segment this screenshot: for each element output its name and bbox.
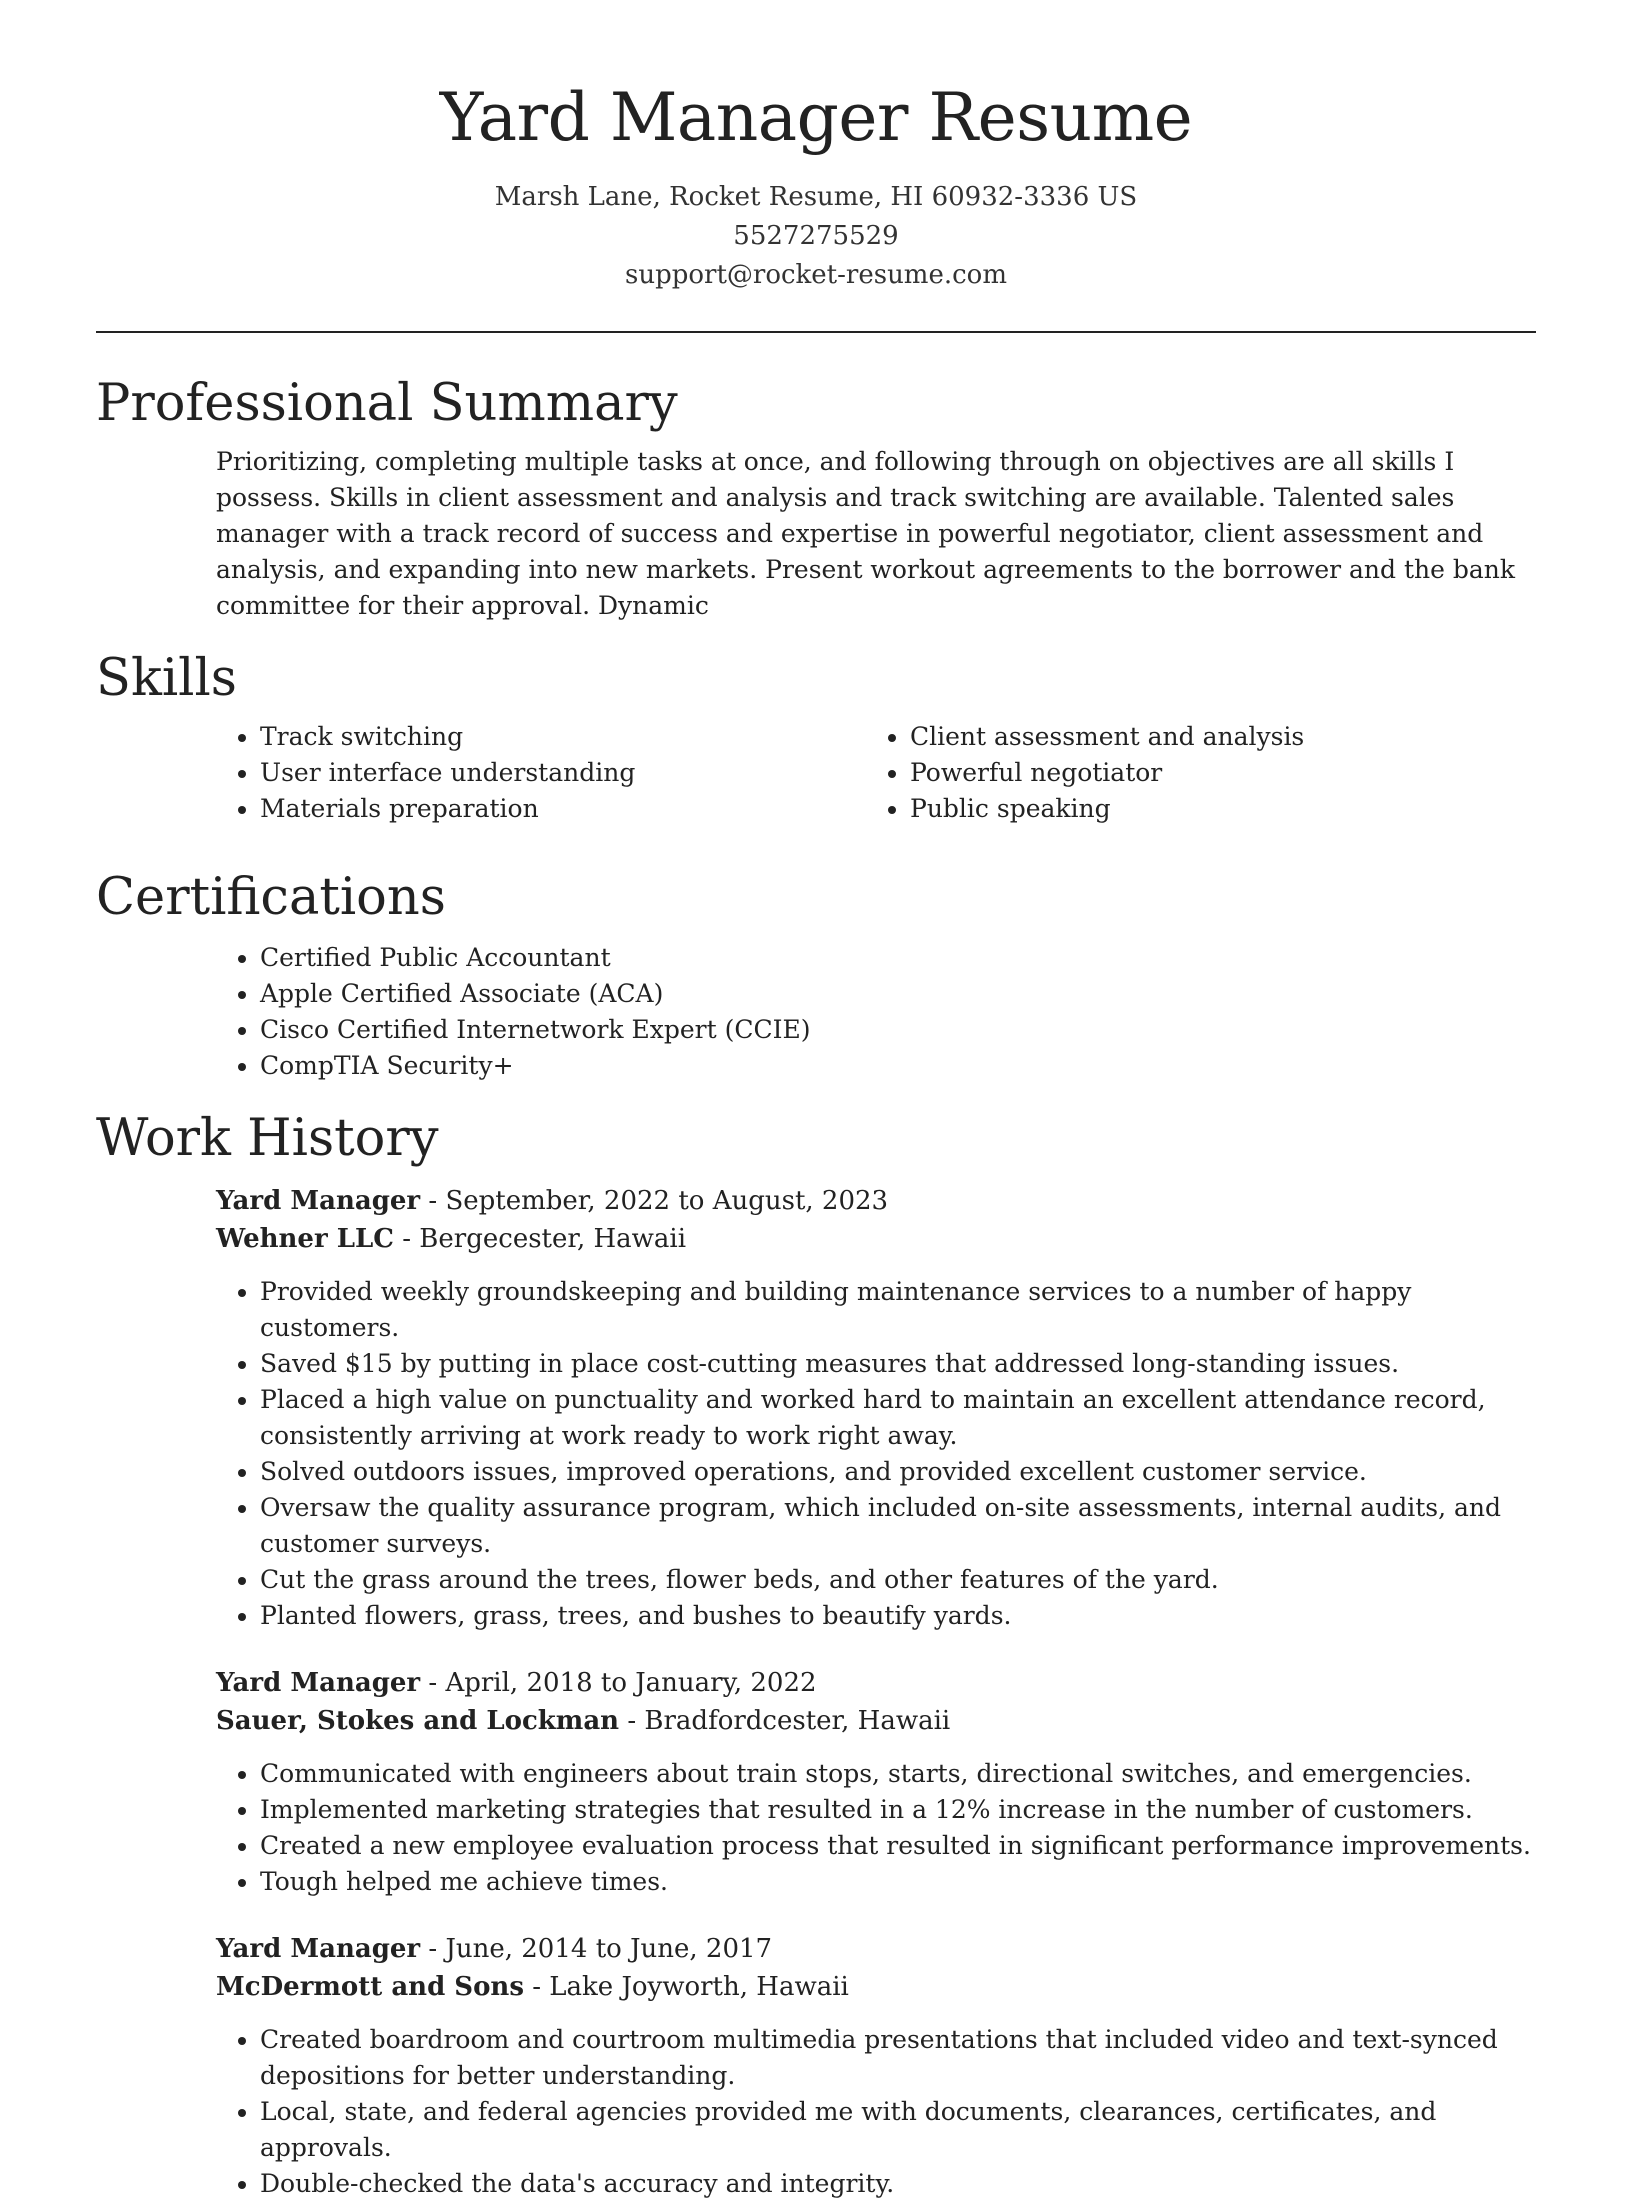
list-item: • Client assessment and analysis: [910, 719, 1516, 755]
job-title-line: [216, 1664, 1536, 1702]
certifications-section: [96, 867, 1536, 1084]
job-location: - Lake Joyworth, Hawaii: [523, 1971, 849, 2002]
list-item: • Solved outdoors issues, improved operations, and provided excellent customer service.: [260, 1454, 1536, 1490]
job-bullets: [216, 1274, 1536, 1634]
job-company-line: [216, 1702, 1536, 1740]
summary-section: [96, 373, 1536, 624]
contact-phone: 5527275529: [733, 220, 899, 251]
job-entry: [96, 1182, 1536, 1634]
list-item: • Local, state, and federal agencies provided me with documents, clearances, certificates, and approvals.: [260, 2094, 1536, 2166]
list-item: • Cisco Certified Internetwork Expert (CCIE): [260, 1012, 1536, 1048]
list-item: • Powerful negotiator: [910, 755, 1516, 791]
certifications-heading: Certifications: [96, 868, 446, 928]
job-location: - Bergecester, Hawaii: [393, 1223, 687, 1254]
job-bullets: [216, 1756, 1536, 1900]
job-location: - Bradfordcester, Hawaii: [619, 1705, 951, 1736]
skills-column-left: [216, 719, 866, 827]
list-item: • Created boardroom and courtroom multimedia presentations that included video and text-synced depositions for better understanding.: [260, 2022, 1536, 2094]
job-title-line: [216, 1930, 1536, 1968]
job-dates: - June, 2014 to June, 2017: [420, 1933, 773, 1964]
job-company-line: [216, 1968, 1536, 2006]
job-entry: [96, 1930, 1536, 2202]
list-item: • Placed a high value on punctuality and worked hard to maintain an excellent attendance record, consistently arriving at work ready to work right away.: [260, 1382, 1536, 1454]
list-item: • Saved $15 by putting in place cost-cutting measures that addressed long-standing issues.: [260, 1346, 1536, 1382]
summary-heading: Professional Summary: [96, 373, 678, 433]
job-dates: - April, 2018 to January, 2022: [420, 1667, 817, 1698]
contact-info: [96, 178, 1536, 295]
job-role: Yard Manager: [216, 1933, 421, 1964]
contact-address: Marsh Lane, Rocket Resume, HI 60932-3336 US: [494, 181, 1138, 212]
skills-section: [96, 648, 1536, 827]
contact-email: support@rocket-resume.com: [624, 259, 1007, 290]
job-role: Yard Manager: [216, 1185, 421, 1216]
list-item: • Implemented marketing strategies that resulted in a 12% increase in the number of customers.: [260, 1792, 1536, 1828]
work-history-heading: Work History: [96, 1109, 439, 1169]
list-item: • Double-checked the data's accuracy and integrity.: [260, 2166, 1536, 2202]
list-item: • Track switching: [260, 719, 866, 755]
job-company: Sauer, Stokes and Lockman: [216, 1705, 620, 1736]
skills-heading: Skills: [96, 649, 237, 709]
resume-header: [96, 80, 1536, 295]
list-item: • User interface understanding: [260, 755, 866, 791]
list-item: • Cut the grass around the trees, flower beds, and other features of the yard.: [260, 1562, 1536, 1598]
list-item: • Provided weekly groundskeeping and building maintenance services to a number of happy customers.: [260, 1274, 1536, 1346]
summary-text: Prioritizing, completing multiple tasks at once, and following through on objectives are all skills I possess. Skills in client assessment and analysis and track switching are available. Talented sales manager with a track record of success and expertise in powerful negotiator, client assessment and analysis, and expanding into new markets. Present workout agreements to the borrower and the bank committee for their approval. Dynamic: [216, 447, 1516, 621]
skills-list-right: [866, 719, 1516, 827]
work-history-section: [96, 1108, 1536, 2201]
list-item: • Tough helped me achieve times.: [260, 1864, 1536, 1900]
job-dates: - September, 2022 to August, 2023: [420, 1185, 889, 1216]
list-item: • Certified Public Accountant: [260, 940, 1536, 976]
job-company: Wehner LLC: [216, 1223, 394, 1254]
skills-grid: [96, 719, 1536, 827]
list-item: • Created a new employee evaluation process that resulted in significant performance improvements.: [260, 1828, 1536, 1864]
list-item: • Communicated with engineers about train stops, starts, directional switches, and emergencies.: [260, 1756, 1536, 1792]
list-item: • Public speaking: [910, 791, 1516, 827]
list-item: • CompTIA Security+: [260, 1048, 1536, 1084]
job-role: Yard Manager: [216, 1667, 421, 1698]
job-company-line: [216, 1220, 1536, 1258]
page-title: Yard Manager Resume: [439, 79, 1193, 156]
job-company: McDermott and Sons: [216, 1971, 524, 2002]
list-item: • Planted flowers, grass, trees, and bushes to beautify yards.: [260, 1598, 1536, 1634]
list-item: • Materials preparation: [260, 791, 866, 827]
certifications-list: [216, 940, 1536, 1084]
skills-list-left: [216, 719, 866, 827]
job-title-line: [216, 1182, 1536, 1220]
header-divider: [96, 331, 1536, 333]
list-item: • Apple Certified Associate (ACA): [260, 976, 1536, 1012]
job-entry: [96, 1664, 1536, 1900]
skills-column-right: [866, 719, 1516, 827]
list-item: • Oversaw the quality assurance program, which included on-site assessments, internal audits, and customer surveys.: [260, 1490, 1536, 1562]
